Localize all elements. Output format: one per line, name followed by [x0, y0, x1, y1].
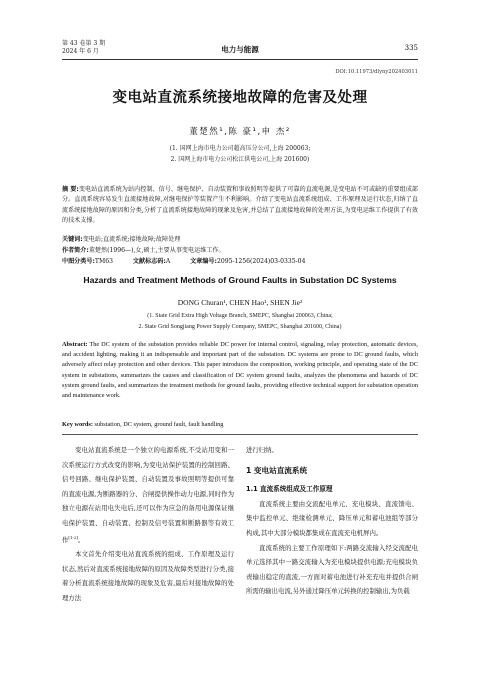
affiliations-chinese — [0, 143, 480, 165]
volume-label: 第 43 卷第 3 期 — [62, 40, 106, 47]
principle-paragraph: 直流系统的主要工作原理如下:两路交流输入经交流配电单元选择其中一路交流输入为充电模块提供电源;充电模块负责输出稳定的直流,一方面对蓄电池进行补充充电并提供合闸所需的输出电流,另外通过降压单元转换的控制输出,为负载 — [246, 543, 418, 596]
abstract-chinese — [62, 185, 418, 227]
abstract-en-label: Abstract: — [62, 341, 88, 348]
affiliation-line: 2. 国网上海市电力公司松江供电公司,上海 201600) — [170, 156, 310, 163]
author-bio-text: 董楚然(1996—),女,硕士,主要从事变电运维工作。 — [88, 247, 225, 254]
keywords-text: 变电站;直流系统;接地故障;故障处理 — [82, 236, 181, 243]
continued-text: 进行归纳。 — [246, 446, 278, 454]
classification-row — [62, 257, 418, 267]
title-english: Hazards and Treatment Methods of Ground Faults in Substation DC Systems — [83, 275, 397, 285]
keywords-en-label: Key words: — [62, 421, 93, 428]
issue-date: 2024 年 6 月 — [62, 48, 99, 55]
citation-ref[interactable]: [1-2] — [68, 534, 78, 540]
body-column-left — [62, 443, 234, 606]
title-chinese: 变电站直流系统接地故障的危害及处理 — [112, 90, 368, 106]
affiliations-english — [0, 311, 480, 333]
affiliation-line: (1. 国网上海市电力公司超高压分公司,上海 200063; — [169, 145, 311, 152]
abstract-english — [62, 340, 418, 401]
page-number: 335 — [404, 44, 418, 52]
affiliation-line: (1. State Grid Extra High Voltage Branch, SMEPC, Shanghai 200063, China; — [147, 313, 333, 319]
abstract-en-text: The DC system of the substation provides reliable DC power for internal control, signaling, relay protection, automatic devices, and accident lighting, making it an indispensable and important part of the substation. DC systems are prone to DC ground faults, which adversely affect relay protection and other devices. This paper introduces the composition, working principle, and operating state of the DC system in substations, summarizes the causes and classification of DC system ground faults, analyzes the phenomena and hazards of DC system ground faults, and summarizes the treatment methods for ground faults, providing effective technical support for substation operation and maintenance work. — [62, 341, 418, 400]
doi-link[interactable]: DOI:10.11973/dlyny202403011 — [335, 69, 418, 75]
intro-paragraph: 变电站直流系统是一个独立的电源系统,不受站用变和一次系统运行方式改变的影响,为变电站保护装置的控制回路、信号回路、继电保护装置、自动装置及事故照明等提供可靠的直流电源,为断路器的分、合闸提供操作动力电源,同时作为独立电源在站用电失电后,还可以作为应急的备用电源保证继电保护装置、自动装置、控制及信号装置和断路器等有效工作[1-2]。 — [62, 446, 234, 544]
document-code: 文献标志码:A — [132, 258, 171, 265]
abstract-text: 变电站直流系统为站内控制、信号、继电保护、自动装置和事故照明等提供了可靠的直流电源,是变电站不可或缺的重要组成部分。直流系统容易发生直流接地故障,对继电保护等装置产生不利影响。介绍了变电站直流系统组成、工作原理及运行状态,归纳了直流系统接地故障的原因和分类,分析了直流系统接地故障的现象及危害,并总结了直流接地故障的处理方法,为变电运维工作提供了有效的技术支撑。 — [62, 186, 418, 225]
author-bio-label: 作者简介: — [62, 247, 89, 254]
body-column-right — [246, 443, 418, 599]
journal-name: 电力与能源 — [221, 45, 259, 54]
keywords-en-text: substation, DC system, ground fault, fault handling — [94, 421, 224, 428]
abstract-label: 摘 要: — [62, 186, 79, 193]
keywords-chinese — [62, 235, 418, 245]
abstract-separator — [62, 434, 418, 435]
clc-number: 中图分类号:TM63 — [62, 258, 113, 265]
authors-english: DONG Churan¹, CHEN Hao¹, SHEN Jie² — [177, 298, 303, 307]
authors-chinese: 董楚然¹,陈 豪¹,申 杰² — [189, 127, 291, 137]
header-rule — [62, 59, 418, 60]
section-heading: 1 变电站直流系统 — [246, 465, 308, 475]
affiliation-line: 2. State Grid Songjiang Power Supply Company, SMEPC, Shanghai 201600, China) — [138, 324, 342, 330]
author-bio — [62, 246, 418, 256]
keywords-label: 关键词: — [62, 236, 83, 243]
article-number: 文章编号:2095-1256(2024)03-0335-04 — [190, 258, 306, 265]
composition-paragraph: 直流系统主要由交流配电单元、充电模块、直流馈电、集中监控单元、绝缘检测单元、降压单元和蓄电池组等部分构成,其中大部分模块都集成在直流充电机屏内。 — [246, 499, 418, 537]
keywords-english — [62, 420, 418, 430]
subsection-heading: 1.1 直流系统组成及工作原理 — [246, 485, 333, 494]
outline-paragraph: 本文首先介绍变电站直流系统的组成、工作原理及运行状态,然后对直流系统接地故障的原因及故障类型进行分类,接着分析直流系统接地故障的现象及危害,最后对接地故障的处理方法 — [62, 550, 234, 603]
